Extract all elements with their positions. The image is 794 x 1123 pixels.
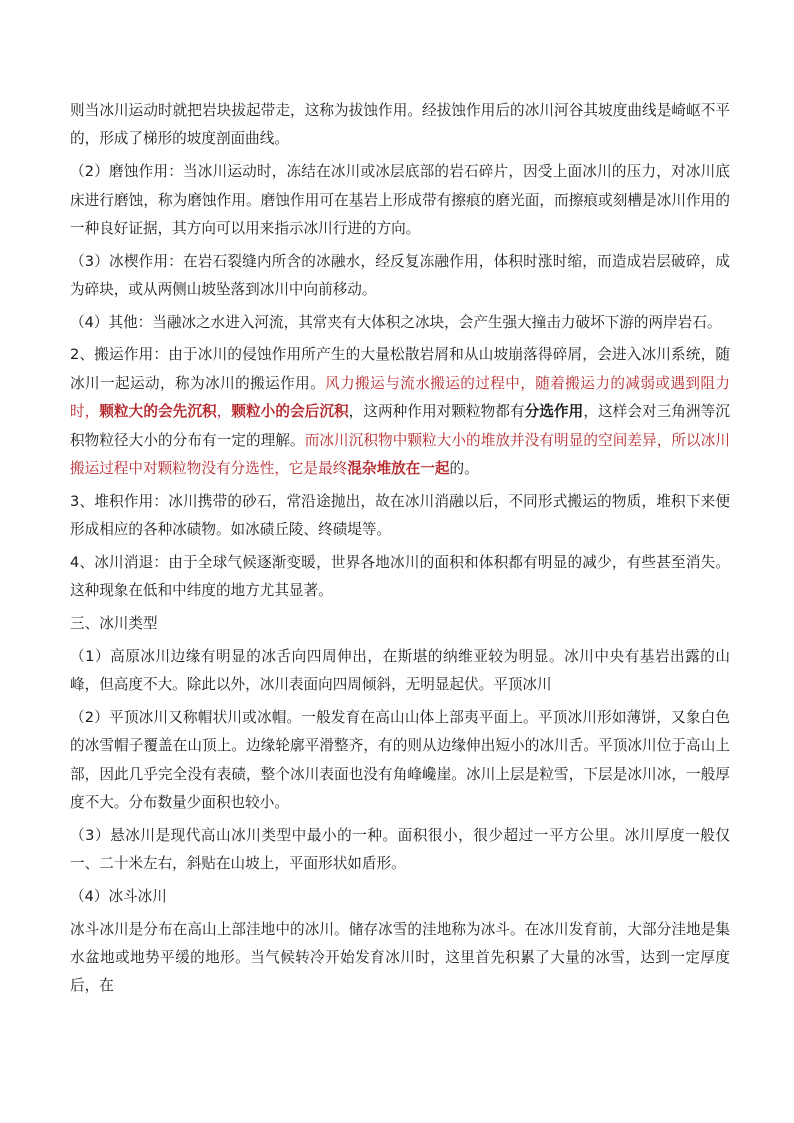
text-segment: （1）高原冰川边缘有明显的冰舌向四周伸出，在斯堪的纳维亚较为明显。冰川中央有基岩出露的山峰，但高度不大。除此以外，冰川表面向四周倾斜，无明显起伏。平顶冰川 (70, 647, 730, 694)
text-segment-hl-bold: 颗粒小的会后沉积 (231, 403, 349, 421)
paragraph-p11 (70, 822, 730, 879)
text-segment: 3、堆积作用：冰川携带的砂石，常沿途抛出，故在冰川消融以后，不同形式搬运的物质，堆积下来便形成相应的各种冰碛物。如冰碛丘陵、终碛堤等。 (70, 492, 730, 539)
text-segment: （3）冰楔作用：在岩石裂缝内所含的冰融水，经反复冻融作用，体积时涨时缩，而造成岩层破碎，成为碎块，或从两侧山坡坠落到冰川中向前移动。 (70, 252, 730, 299)
text-segment-hl-bold: 混杂堆放在一起 (347, 460, 450, 478)
text-segment: 冰斗冰川是分布在高山上部洼地中的冰川。储存冰雪的洼地称为冰斗。在冰川发育前，大部分洼地是集水盆地或地势平缓的地形。当气候转冷开始发育冰川时，这里首先积累了大量的冰雪，达到一定厚度后，在 (70, 920, 730, 995)
text-segment: 的。 (449, 460, 479, 478)
text-segment: （3）悬冰川是现代高山冰川类型中最小的一种。面积很小，很少超过一平方公里。冰川厚度一般仅一、二十米左右，斜贴在山坡上，平面形状如盾形。 (70, 826, 730, 873)
text-segment: （4）冰斗冰川 (70, 887, 167, 905)
paragraph-p5 (70, 341, 730, 483)
paragraph-p3 (70, 248, 730, 305)
paragraph-p1 (70, 97, 730, 154)
text-segment: 2、搬运作用：由于冰川的侵蚀作用所产生的大量松散岩屑和从山坡崩落得碎屑，会进入冰川系统，随冰川一起运动，称为冰川的搬运作用。 (70, 346, 730, 392)
text-segment-hl: 而冰川沉积物中颗粒大小的堆放并没有明显的空间差异，所以冰川搬运过程中对颗粒物没有分选性，它是最终 (70, 431, 730, 478)
text-segment: ，这样会对三角洲等沉积物粒径大小的分布有一定的理解。 (70, 403, 730, 449)
paragraph-p8 (70, 610, 730, 638)
text-segment-hl: ， (216, 403, 232, 421)
text-segment: （2）磨蚀作用：当冰川运动时，冻结在冰川或冰层底部的岩石碎片，因受上面冰川的压力，对冰川底床进行磨蚀，称为磨蚀作用。磨蚀作用可在基岩上形成带有擦痕的磨光面，而擦痕或刻槽是冰川作用的一种良好证据，其方向可以用来指示冰川行进的方向。 (70, 163, 730, 237)
paragraph-p12 (70, 883, 730, 911)
text-segment: 4、冰川消退：由于全球气候逐渐变暖，世界各地冰川的面积和体积都有明显的减少，有些甚至消失。这种现象在低和中纬度的地方尤其显著。 (70, 553, 730, 600)
paragraph-p13 (70, 916, 730, 1001)
paragraph-p6 (70, 488, 730, 545)
paragraph-p2 (70, 158, 730, 243)
text-segment: （4）其他：当融冰之水进入河流，其常夹有大体积之冰块，会产生强大撞击力破坏下游的两岸岩石。 (70, 313, 722, 331)
paragraph-p7 (70, 549, 730, 606)
paragraph-p9 (70, 643, 730, 700)
text-segment: 三、冰川类型 (70, 614, 158, 632)
text-segment: （2）平顶冰川又称帽状川或冰帽。一般发育在高山山体上部夷平面上。平顶冰川形如薄饼，又象白色的冰雪帽子覆盖在山顶上。边缘轮廓平滑整齐，有的则从边缘伸出短小的冰川舌。平顶冰川位于高山上部，因此几乎完全没有表碛，整个冰川表面也没有角峰巉崖。冰川上层是粒雪，下层是冰川冰，一般厚度不大。分布数量少面积也较小。 (70, 708, 730, 812)
text-segment-bold: 分选作用 (524, 403, 584, 421)
paragraph-p10 (70, 704, 730, 818)
text-segment: 则当冰川运动时就把岩块拔起带走，这称为拔蚀作用。经拔蚀作用后的冰川河谷其坡度曲线是崎岖不平的，形成了梯形的坡度剖面曲线。 (70, 102, 730, 148)
text-segment: ，这两种作用对颗粒物都有 (348, 403, 525, 421)
document-body (70, 97, 730, 1005)
text-segment-hl-bold: 颗粒大的会先沉积 (99, 403, 217, 421)
paragraph-p4 (70, 309, 730, 337)
text-segment-hl: 风力搬运与流水搬运的过程中，随着搬运力的减弱或遇到阻力时， (70, 374, 730, 421)
